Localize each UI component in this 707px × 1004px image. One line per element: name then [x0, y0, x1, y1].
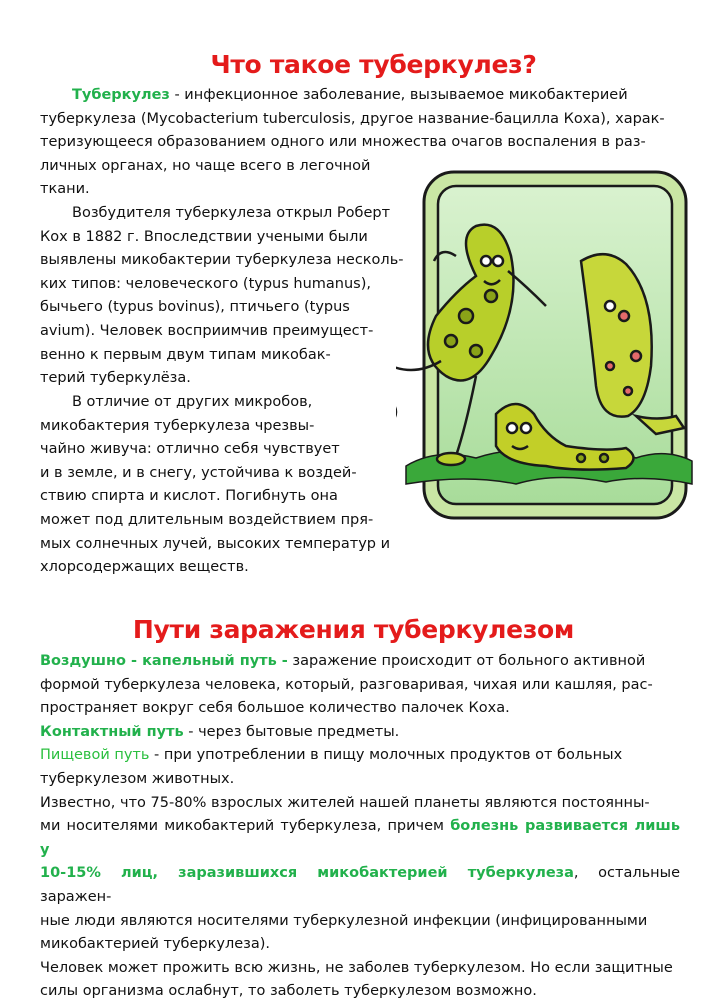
term-contact: Контактный путь: [40, 723, 184, 740]
stat-line: 10-15% лиц, заразившихся микобактерией туберкулеза, остальные заражен-: [40, 865, 681, 905]
text-line: avium). Человек восприимчив преимущест-: [40, 322, 374, 339]
term-food: Пищевой путь: [40, 747, 150, 764]
text-line: и в земле, и в снегу, устойчива к воздей-: [40, 464, 357, 481]
contact-line: Контактный путь - через бытовые предметы.: [40, 723, 400, 740]
page-title: Что такое туберкулез?: [210, 50, 537, 79]
text-line: микобактерией туберкулеза).: [40, 936, 271, 953]
text-line: Кох в 1882 г. Впоследствии учеными были: [40, 228, 368, 245]
intro-line: личных органах, но чаще всего в легочной: [40, 157, 371, 174]
section-title: Пути заражения туберкулезом: [132, 615, 575, 644]
term-airborne: Воздушно - капельный путь -: [40, 653, 288, 669]
text-line: туберкулезом животных.: [40, 770, 235, 787]
text-line: микобактерия туберкулеза чрезвы-: [40, 417, 315, 434]
text-line: венно к первым двум типам микобак-: [40, 346, 331, 363]
term-tuberculosis: Туберкулез: [72, 87, 170, 103]
intro-line: Туберкулез - инфекционное заболевание, вызываемое микобактерией: [72, 87, 628, 103]
text-line: ких типов: человеческого (typus humanus),: [40, 275, 371, 292]
text-line: чайно живуча: отлично себя чувствует: [40, 441, 340, 458]
bacteria-illustration: [396, 166, 696, 526]
text-line: бычьего (typus bovinus), птичьего (typus: [40, 299, 350, 316]
resilience-paragraph: [40, 391, 410, 580]
text-line: ные люди являются носителями туберкулезной инфекции (инфицированными: [40, 912, 648, 929]
text-line: Человек может прожить всю жизнь, не заболев туберкулезом. Но если защитные: [40, 959, 673, 976]
intro-line: теризующееся образованием одного или множества очагов воспаления в раз-: [40, 134, 646, 151]
text-line: может под длительным воздействием пря-: [40, 511, 374, 528]
intro-line: ткани.: [40, 181, 90, 198]
transmission-section: [40, 650, 680, 1004]
intro-line: туберкулеза (Mycobacterium tuberculosis, другое название-бацилла Коха), харак-: [40, 110, 665, 127]
stat-line: ми носителями микобактерий туберкулеза, причем болезнь развивается лишь у: [40, 818, 680, 858]
text-line: силы организма ослабнут, то заболеть туберкулезом возможно.: [40, 983, 537, 1000]
text-line: Известно, что 75-80% взрослых жителей нашей планеты являются постоянны-: [40, 794, 650, 811]
text-line: хлорсодержащих веществ.: [40, 559, 249, 576]
highlight: 10-15% лиц, заразившихся микобактерией туберкулеза: [40, 865, 574, 882]
text-line: пространяет вокруг себя большое количество палочек Коха.: [40, 700, 510, 717]
koch-paragraph: [40, 202, 410, 391]
text-line: формой туберкулеза человека, который, разговаривая, чихая или кашляя, рас-: [40, 676, 653, 693]
highlight: болезнь развивается лишь у: [40, 818, 680, 858]
text-line: Возбудителя туберкулеза открыл Роберт: [72, 205, 391, 221]
text-line: ствию спирта и кислот. Погибнуть она: [40, 488, 338, 505]
text-line: мых солнечных лучей, высоких температур и: [40, 535, 391, 552]
text-line: терий туберкулёза.: [40, 370, 191, 387]
food-line: Пищевой путь - при употреблении в пищу молочных продуктов от больных: [40, 747, 623, 764]
text-line: В отличие от других микробов,: [72, 394, 313, 410]
text-line: выявлены микобактерии туберкулеза несколь-: [40, 252, 404, 269]
airborne-line: Воздушно - капельный путь - заражение происходит от больного активной: [40, 653, 646, 669]
